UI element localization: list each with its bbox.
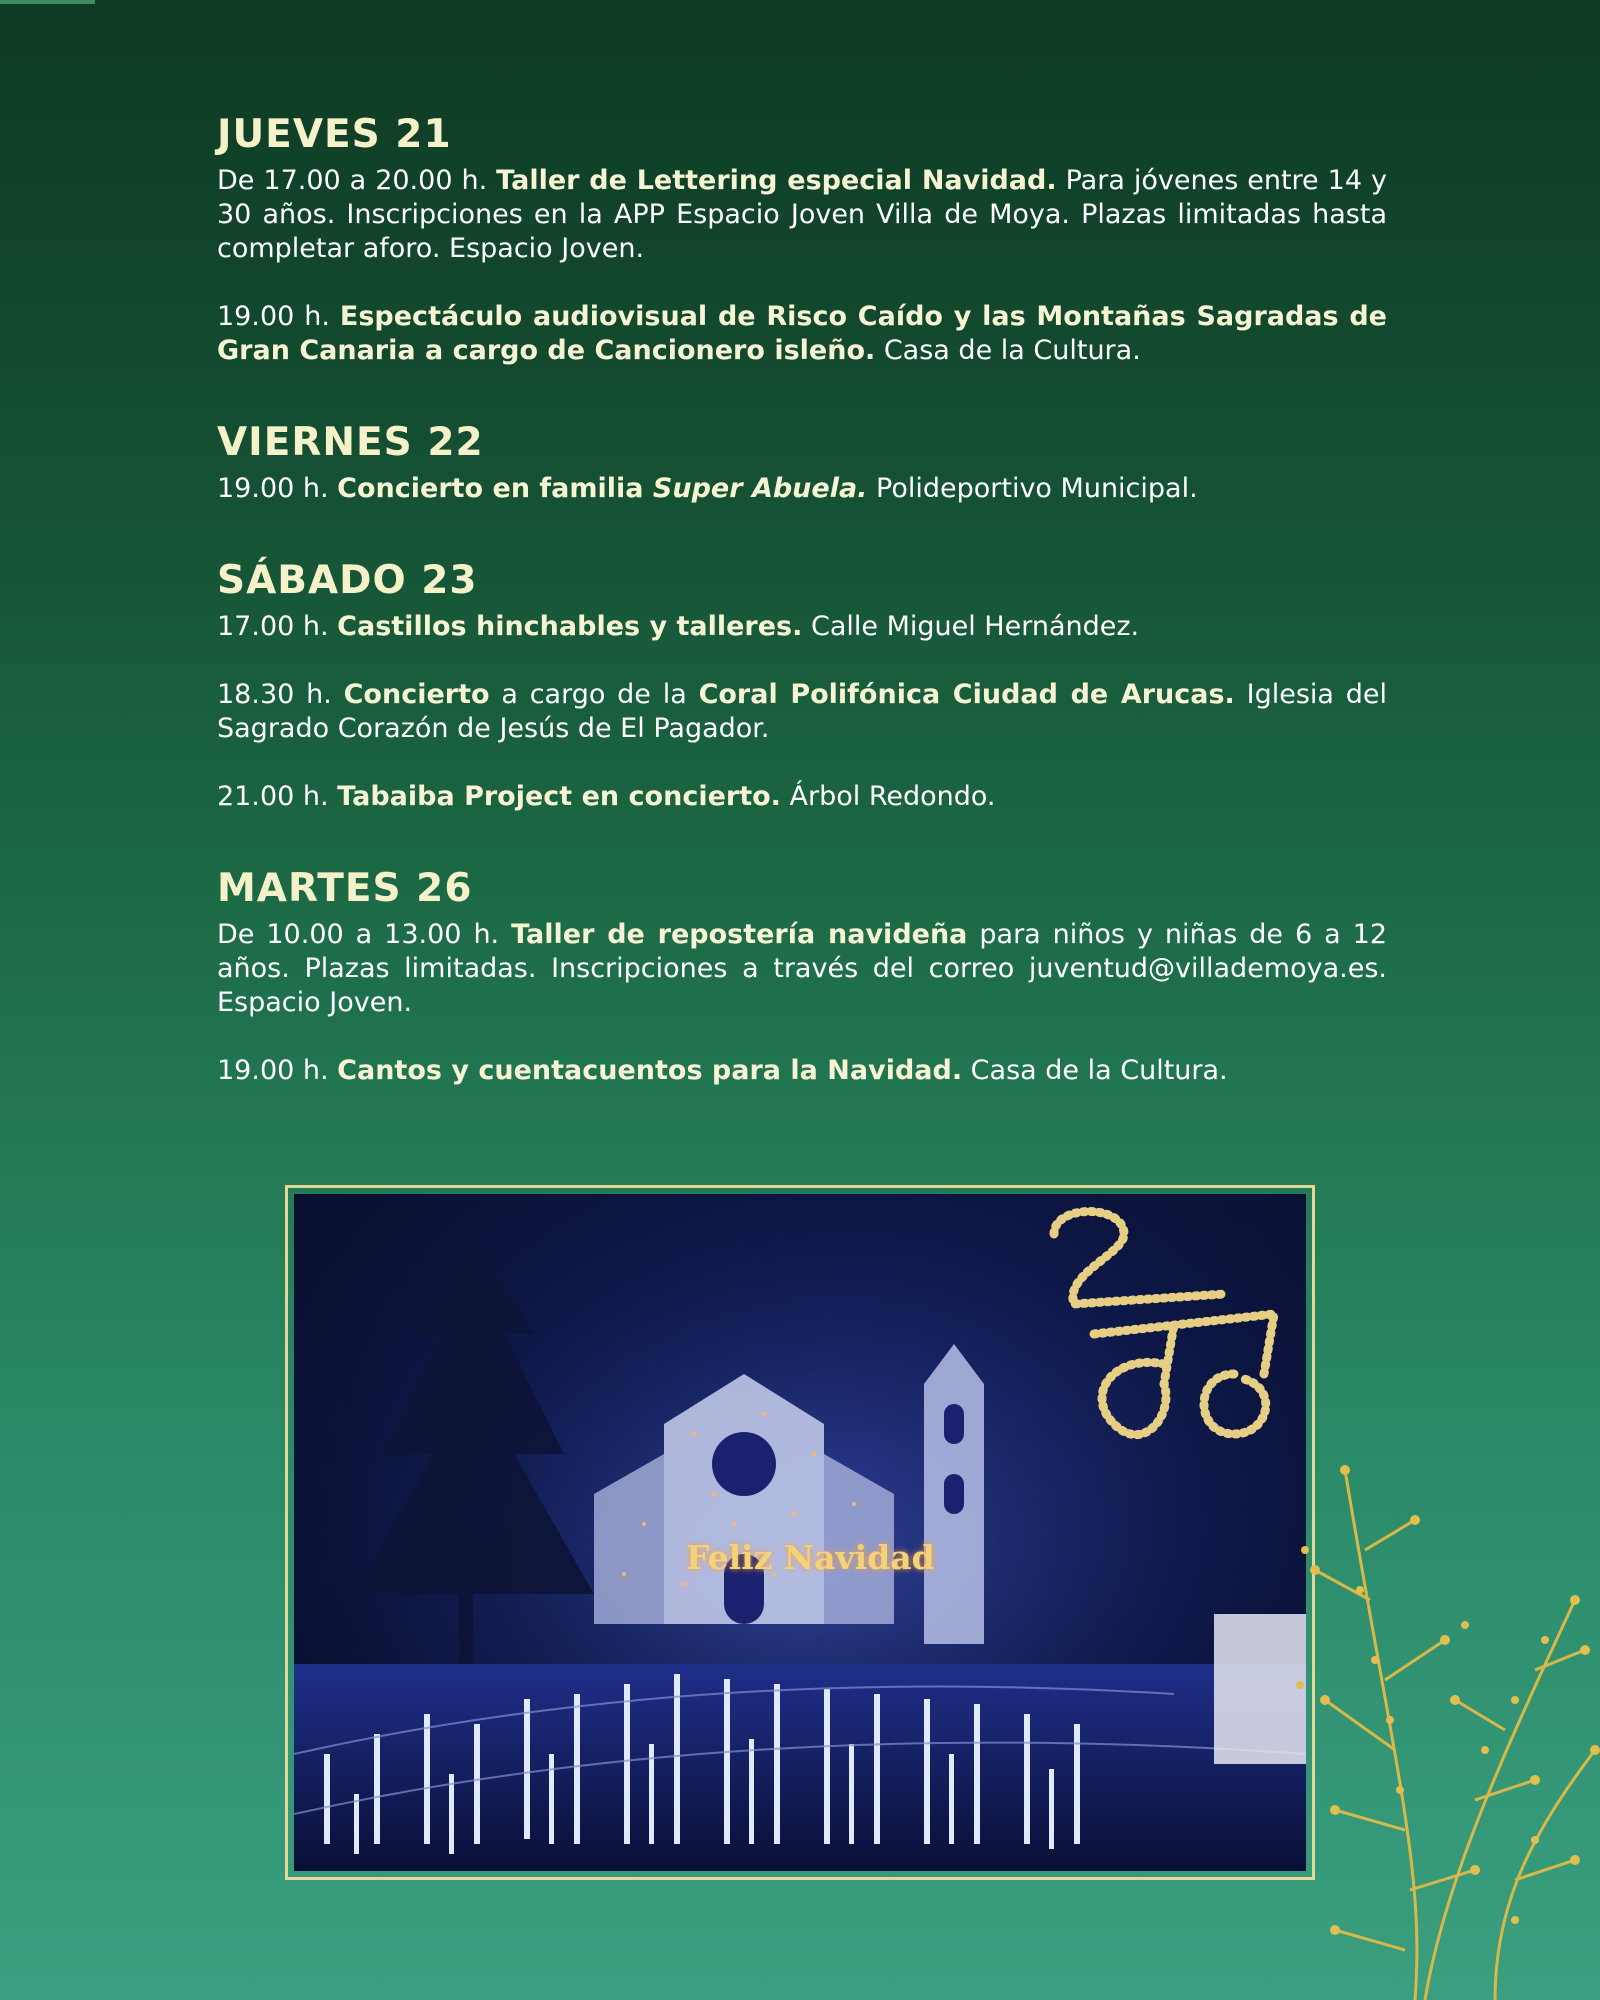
event-item: [217, 780, 1387, 814]
event-details: Casa de la Cultura.: [962, 1055, 1228, 1086]
event-title: Castillos hinchables y talleres.: [337, 611, 803, 642]
event-details: Árbol Redondo.: [780, 781, 996, 812]
event-item: [217, 300, 1387, 368]
section-martes: [217, 866, 1387, 1088]
event-time: De 17.00 a 20.00 h.: [217, 165, 488, 196]
event-details: para niños y niñas de 6 a 12 años. Plazas limitadas. Inscripciones a través del correo juventud@villademoya.es. Espacio Joven.: [217, 919, 1387, 1018]
church-lights-photo: [294, 1194, 1306, 1871]
event-time: 21.00 h.: [217, 781, 329, 812]
event-details: Para jóvenes entre 14 y 30 años. Inscripciones en la APP Espacio Joven Villa de Moya. Plazas limitadas hasta completar aforo. Espacio Joven.: [217, 165, 1387, 264]
event-details: Polideportivo Municipal.: [867, 473, 1198, 504]
event-item: [217, 918, 1387, 1020]
event-details: Casa de la Cultura.: [875, 335, 1141, 366]
photo-illustration: [294, 1194, 1306, 1871]
day-heading: SÁBADO 23: [217, 558, 478, 603]
event-item: [217, 610, 1387, 644]
event-title: Taller de repostería navideña: [511, 919, 968, 950]
section-jueves: [217, 112, 1387, 368]
event-time: 19.00 h.: [217, 1055, 329, 1086]
event-title: Espectáculo audiovisual de Risco Caído y las Montañas Sagradas de Gran Canaria a cargo de Cancionero isleño.: [217, 301, 1387, 366]
event-item: [217, 472, 1387, 506]
day-heading: JUEVES 21: [217, 112, 452, 157]
event-title-italic: Super Abuela.: [652, 473, 868, 504]
event-title: Taller de Lettering especial Navidad.: [496, 165, 1057, 196]
event-details: a cargo de la: [489, 679, 699, 710]
photo-caption: Feliz Navidad: [686, 1538, 935, 1577]
event-title: Cantos y cuentacuentos para la Navidad.: [337, 1055, 963, 1086]
decorative-plant-icon: [1275, 1450, 1600, 2000]
day-heading: MARTES 26: [217, 866, 473, 911]
event-title: Tabaiba Project en concierto.: [337, 781, 781, 812]
event-title: Coral Polifónica Ciudad de Arucas.: [698, 679, 1235, 710]
event-item: [217, 164, 1387, 266]
event-title: Concierto: [343, 679, 490, 710]
event-item: [217, 678, 1387, 746]
photo-frame: [285, 1185, 1315, 1880]
corner-tab: [0, 0, 95, 4]
section-sabado: [217, 558, 1387, 814]
event-item: [217, 1054, 1387, 1088]
event-time: 17.00 h.: [217, 611, 329, 642]
program-content: [217, 112, 1387, 1140]
section-viernes: [217, 420, 1387, 506]
event-title: Concierto en familia: [337, 473, 653, 504]
event-time: 19.00 h.: [217, 473, 329, 504]
event-details: Calle Miguel Hernández.: [802, 611, 1140, 642]
event-time: 18.30 h.: [217, 679, 332, 710]
event-time: 19.00 h.: [217, 301, 330, 332]
day-heading: VIERNES 22: [217, 420, 484, 465]
event-details: Iglesia del Sagrado Corazón de Jesús de El Pagador.: [217, 679, 1388, 744]
event-time: De 10.00 a 13.00 h.: [217, 919, 500, 950]
